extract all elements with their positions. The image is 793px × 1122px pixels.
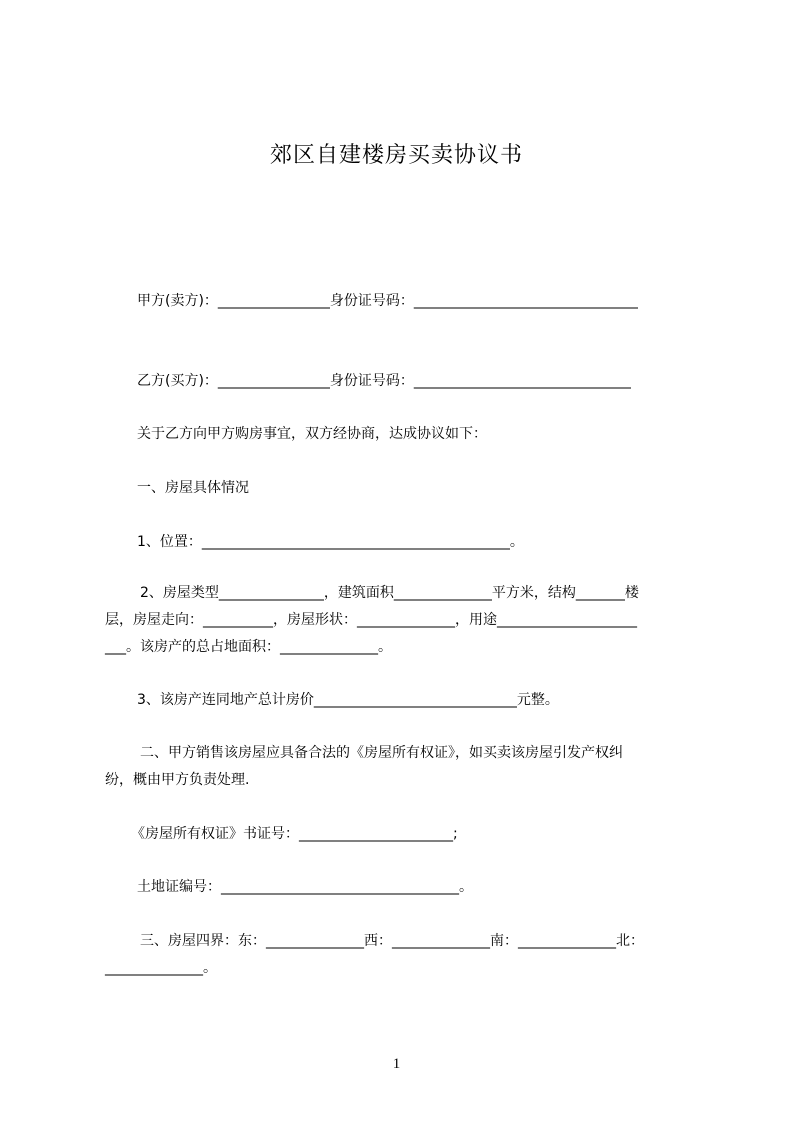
ownership-cert-line: 《房屋所有权证》书证号：______________________; — [131, 826, 458, 842]
section-3-line-1: 三、房屋四界：东：______________西：______________南：______________北： — [140, 933, 644, 949]
page-number: 1 — [392, 1056, 401, 1072]
house-type-line: 2、房屋类型_______________，建筑面积______________平方米，结构_______楼 — [140, 585, 639, 601]
land-area-line: ___。该房产的总占地面积：______________。 — [105, 639, 392, 655]
section-2-line-2: 纷，概由甲方负责处理. — [105, 772, 250, 788]
location-line: 1、位置：____________________________________________。 — [137, 534, 524, 550]
page-title: 郊区自建楼房买卖协议书 — [269, 143, 523, 168]
buyer-line: 乙方(买方)：________________身份证号码：_______________________________ — [137, 373, 631, 389]
land-cert-line: 土地证编号：__________________________________。 — [137, 879, 473, 895]
price-line: 3、该房产连同地产总计房价_____________________________元整。 — [137, 692, 559, 708]
section-3-line-2: ______________。 — [105, 960, 217, 976]
section-2-line-1: 二、甲方销售该房屋应具备合法的《房屋所有权证》，如买卖该房屋引发产权纠 — [140, 745, 623, 761]
section-1-heading: 一、房屋具体情况 — [137, 480, 249, 496]
house-orientation-line: 层，房屋走向：__________，房屋形状：______________，用途____________________ — [105, 612, 637, 628]
intro-line: 关于乙方向甲方购房事宜，双方经协商，达成协议如下： — [137, 426, 487, 442]
seller-line: 甲方(卖方)：________________身份证号码：________________________________ — [137, 293, 638, 309]
